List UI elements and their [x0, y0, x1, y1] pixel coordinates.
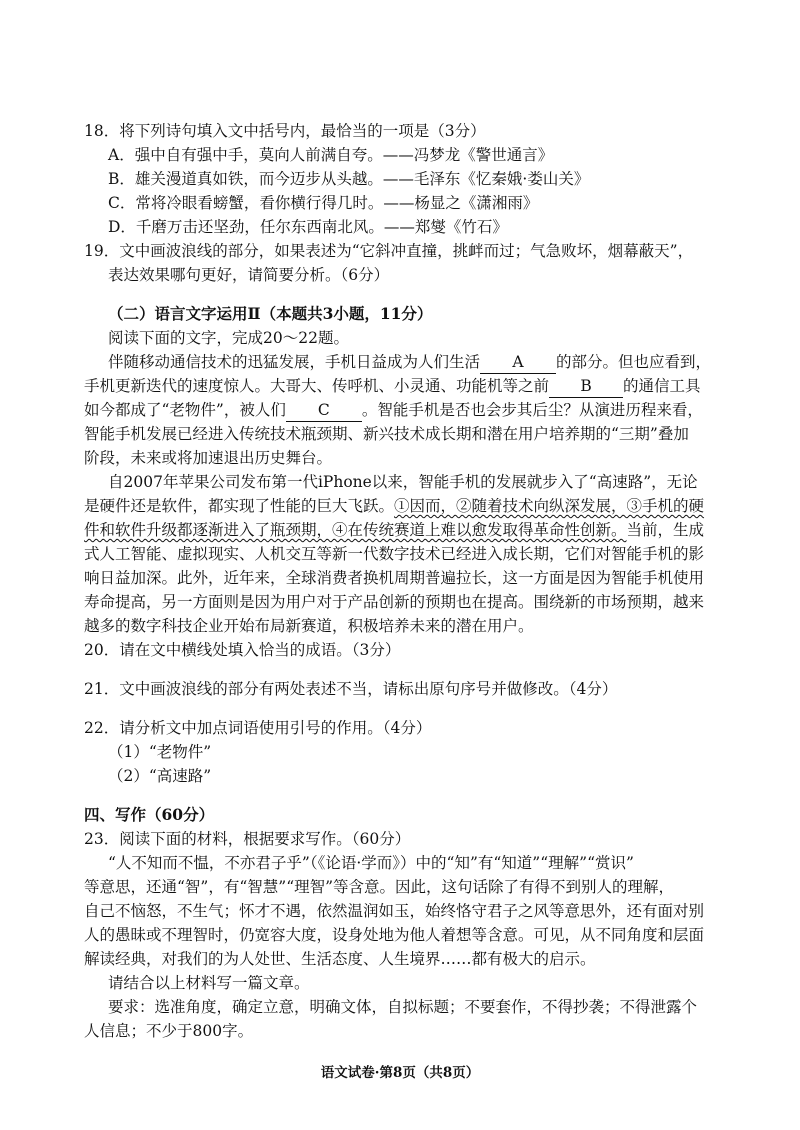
passage-text: 如今都成了“老物件”，被人们 — [84, 401, 286, 419]
passage-line — [84, 375, 701, 398]
q21-stem: 21．文中画波浪线的部分有两处表述不当，请标出原句序号并做修改。（4分） — [84, 680, 618, 698]
material-line: 人的愚昧或不理智时，仍宽容大度，设身处地为他人着想等含意。可见，从不同角度和层面 — [84, 926, 705, 944]
passage-line: 响日益加深。此外，近年来，全球消费者换机周期普遍拉长，这一方面是因为智能手机使用 — [84, 569, 705, 587]
wavy-underlined-text: 件和软件升级都逐渐进入了瓶颈期，④在传统赛道上难以愈发取得革命性创新。 — [84, 521, 627, 539]
requirements-line-1: 要求：选准角度，确定立意，明确文体，自拟标题；不要套作，不得抄袭；不得泄露个 — [108, 998, 698, 1016]
section4-heading: 四、写作（60分） — [84, 805, 215, 824]
passage-text: 手机更新迭代的速度惊人。大哥大、传呼机、小灵通、功能机等之前 — [84, 377, 550, 395]
material-line: 自己不恼怒，不生气；怀才不遇，依然温润如玉，始终恪守君子之风等意思外，还有面对别 — [84, 902, 705, 920]
writing-task: 请结合以上材料写一篇文章。 — [108, 974, 310, 992]
passage-line: 寿命提高，另一方面则是因为用户对于产品创新的预期也在提高。围绕新的市场预期，越来 — [84, 593, 705, 611]
passage-line — [84, 399, 703, 422]
passage-line: 自2007年苹果公司发布第一代iPhone以来，智能手机的发展就步入了“高速路”，无论 — [108, 473, 698, 491]
passage-text: 是硬件还是软件，都实现了性能的巨大飞跃。 — [84, 497, 395, 515]
passage-line: 式人工智能、虚拟现实、人机交互等新一代数字技术已经进入成长期，它们对智能手机的影 — [84, 545, 705, 563]
passage-line — [84, 495, 704, 517]
passage-text: 伴随移动通信技术的迅猛发展，手机日益成为人们生活 — [108, 353, 481, 371]
q19-line-2: 表达效果哪句更好，请简要分析。（6分） — [108, 266, 390, 284]
q22-stem: 22．请分析文中加点词语使用引号的作用。（4分） — [84, 719, 432, 737]
page-footer: 语文试卷·第8页（共8页） — [320, 1065, 480, 1081]
passage-line: 智能手机发展已经进入传统技术瓶颈期、新兴技术成长期和潜在用户培养期的“三期”叠加 — [84, 425, 689, 443]
q18-option-a: A．强中自有强中手，莫向人前满自夸。——冯梦龙《警世通言》 — [108, 146, 554, 164]
q18-option-c: C．常将冷眼看螃蟹，看你横行得几时。——杨显之《潇湘雨》 — [108, 194, 539, 212]
blank-c: C — [286, 399, 362, 422]
q18-option-b: B．雄关漫道真如铁，而今迈步从头越。——毛泽东《忆秦娥·娄山关》 — [108, 170, 590, 188]
passage-line — [108, 351, 711, 374]
passage-line — [84, 519, 704, 541]
passage-text: 当前，生成 — [626, 521, 705, 539]
section2-heading: （二）语言文字运用Ⅱ（本题共3小题，11分） — [108, 304, 433, 323]
passage-text: 。智能手机是否也会步其后尘？从演进历程来看， — [361, 401, 703, 419]
material-line: 等意思，还通“智”，有“智慧”“理智”等含意。因此，这句话除了有得不到别人的理解， — [84, 878, 675, 896]
q22-item-1: （1）“老物件” — [108, 743, 212, 761]
q20-stem: 20．请在文中横线处填入恰当的成语。（3分） — [84, 641, 401, 659]
blank-a: A — [480, 351, 556, 374]
blank-b: B — [549, 375, 623, 398]
passage-line: 越多的数字科技企业开始布局新赛道，积极培养未来的潜在用户。 — [84, 617, 534, 635]
q18-option-d: D．千磨万击还坚劲，任尔东西南北风。——郑燮《竹石》 — [108, 218, 508, 236]
section2-instruction: 阅读下面的文字，完成20～22题。 — [108, 329, 349, 347]
q19-line-1: 19．文中画波浪线的部分，如果表述为“它斜冲直撞，挑衅而过；气急败坏，烟幕蔽天”， — [84, 242, 694, 260]
passage-text: 的部分。但也应看到， — [556, 353, 712, 371]
material-line: 解读经典，对我们的为人处世、生活态度、人生境界……都有极大的启示。 — [84, 950, 596, 968]
requirements-line-2: 人信息；不少于800字。 — [84, 1022, 254, 1040]
q23-stem: 23．阅读下面的材料，根据要求写作。（60分） — [84, 830, 411, 848]
material-line: “人不知而不愠，不亦君子乎”（《论语·学而》）中的“知”有“知道”“理解”“赏识” — [108, 854, 634, 872]
wavy-underlined-text: ①因而，②随着技术向纵深发展，③手机的硬 — [394, 497, 705, 515]
q22-item-2: （2）“高速路” — [108, 767, 212, 785]
passage-text: 的通信工具 — [623, 377, 701, 395]
passage-line: 阶段，未来或将加速退出历史舞台。 — [84, 449, 333, 467]
q18-stem: 18．将下列诗句填入文中括号内，最恰当的一项是（3分） — [84, 122, 486, 140]
